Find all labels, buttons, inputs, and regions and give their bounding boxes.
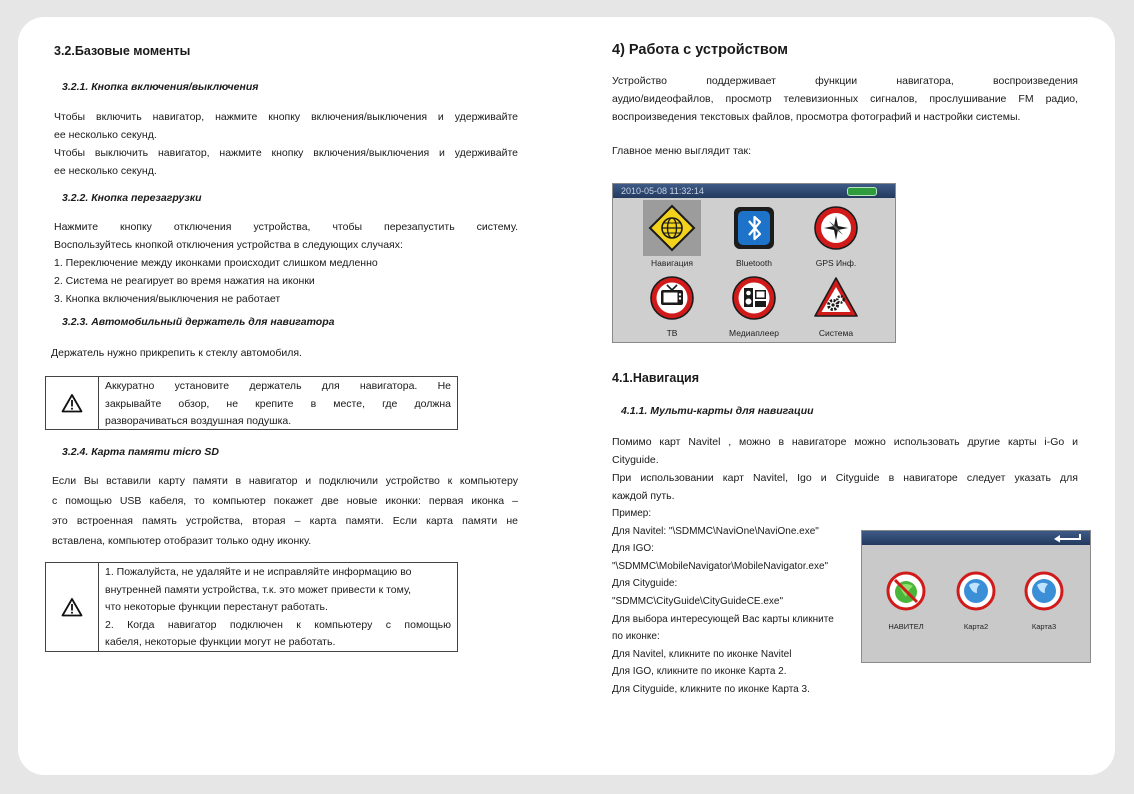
- text-line: Для IGO:: [612, 543, 654, 555]
- menu-item-system[interactable]: [795, 270, 877, 338]
- text-line: Чтобы включить навигатор, нажмите кнопку включения/выключения и удерживайте: [54, 111, 518, 123]
- text-line: Пример:: [612, 508, 652, 519]
- section-3-2-title: 3.2.Базовые моменты: [54, 44, 191, 58]
- text-line: Если Вы вставили карту памяти в навигатор и подключили устройство к компьютеру: [52, 475, 518, 487]
- section-3-2-4-title: 3.2.4. Карта памяти micro SD: [62, 446, 219, 458]
- battery-icon: [847, 187, 877, 196]
- karta2-globe-icon: [956, 571, 996, 611]
- back-arrow-icon[interactable]: [1050, 533, 1084, 543]
- gps-compass-icon: [812, 204, 860, 252]
- section-3-2-1-title: 3.2.1. Кнопка включения/выключения: [62, 81, 259, 93]
- menu-item-label: ТВ: [666, 328, 678, 338]
- menu-item-tv[interactable]: [631, 270, 713, 338]
- menu-item-navigation[interactable]: [631, 200, 713, 268]
- text-line: 3. Кнопка включения/выключения не работает: [54, 293, 281, 305]
- menu-item-label: Система: [818, 328, 854, 338]
- menu-item-label: Bluetooth: [736, 258, 772, 268]
- text-line: Для Cityguide, кликните по иконке Карта 3.: [612, 683, 810, 695]
- karta3-globe-icon: [1024, 571, 1064, 611]
- system-gears-icon: [812, 274, 860, 322]
- menu-intro-text: Главное меню выглядит так:: [612, 145, 751, 157]
- device-main-menu-screenshot: [612, 183, 896, 343]
- text-line: Нажмите кнопку отключения устройства, чтобы перезапустить систему.: [54, 221, 518, 233]
- text-line: 2. Система не реагирует во время нажатия на иконки: [54, 275, 315, 287]
- text-line: Cityguide.: [612, 454, 659, 466]
- section-3-2-2-title: 3.2.2. Кнопка перезагрузки: [62, 192, 202, 204]
- map-option-navitel[interactable]: [874, 571, 938, 631]
- text-line: Для Navitel: "\SDMMC\NaviOne\NaviOne.exe": [612, 525, 819, 537]
- warning-note-sd: [45, 562, 458, 652]
- text-line: Помимо карт Navitel , можно в навигаторе можно использовать другие карты i-Go и: [612, 436, 1078, 448]
- section-3-2-3-title: 3.2.3. Автомобильный держатель для навигатора: [62, 316, 335, 328]
- map-selector-title-bar: [862, 531, 1090, 545]
- text-line: воспроизведения текстовых файлов, просмотра фотографий и настройки системы.: [612, 111, 1021, 123]
- text-line: внутренней памяти устройства, т.к. это может привести к тому,: [105, 583, 412, 596]
- navigation-globe-icon: [648, 204, 696, 252]
- text-line: 1. Переключение между иконками происходит слишком медленно: [54, 257, 378, 269]
- section-3-2-2-text: [54, 218, 518, 308]
- menu-item-label: Навигация: [651, 258, 693, 268]
- section-4-1-1-text: [612, 433, 1078, 505]
- map-option-label: НАВИТЕЛ: [888, 622, 924, 631]
- text-line: с помощью USB кабеля, то компьютер покажет две новые иконки: первая иконка –: [52, 495, 518, 507]
- text-line: Чтобы выключить навигатор, нажмите кнопку включения/выключения и удерживайте: [54, 147, 518, 159]
- section-4-1-1-title: 4.1.1. Мульти-карты для навигации: [621, 405, 814, 417]
- text-line: "\SDMMC\MobileNavigator\MobileNavigator.exe": [612, 560, 829, 572]
- text-line: При использовании карт Navitel, Igo и Cityguide в навигаторе следует указать для: [612, 472, 1078, 484]
- section-3-2-3-text: Держатель нужно прикрепить к стеклу автомобиля.: [51, 347, 302, 359]
- section-3-2-1-text: [54, 108, 518, 180]
- section-4-text: [612, 72, 1078, 126]
- text-line: Аккуратно установите держатель для навигатора. Не: [105, 380, 451, 392]
- text-line: Воспользуйтесь кнопкой отключения устройства в следующих случаях:: [54, 239, 403, 251]
- text-line: Устройство поддерживает функции навигатора, воспроизведения: [612, 75, 1078, 87]
- text-line: это встроенная память устройства, вторая – карта памяти. Если карта памяти не: [52, 515, 518, 527]
- text-line: вставлена, компьютер отобразит только одну иконку.: [52, 535, 312, 547]
- warning-note-text: [99, 377, 457, 429]
- warning-icon: [61, 393, 83, 413]
- text-line: 2. Когда навигатор подключен к компьютеру с помощью: [105, 618, 451, 631]
- datetime-readout: 2010-05-08 11:32:14: [621, 186, 704, 196]
- menu-item-media-player[interactable]: [713, 270, 795, 338]
- warning-note-holder: [45, 376, 458, 430]
- section-4-title: 4) Работа с устройством: [612, 42, 788, 58]
- section-4-1-title: 4.1.Навигация: [612, 371, 700, 385]
- map-option-label: Карта2: [963, 622, 989, 631]
- menu-item-gps-info[interactable]: [795, 200, 877, 268]
- map-option-label: Карта3: [1031, 622, 1057, 631]
- media-player-icon: [730, 274, 778, 322]
- warning-note-text: [99, 563, 457, 651]
- map-selector-screenshot: [861, 530, 1091, 663]
- status-bar: [613, 184, 895, 198]
- menu-item-label: Медиаплеер: [729, 328, 779, 338]
- text-line: "SDMMC\CityGuide\CityGuideCE.exe": [612, 595, 784, 607]
- navitel-globe-icon: [886, 571, 926, 611]
- text-line: кабеля, некоторые функции могут не работать.: [105, 636, 336, 648]
- warning-icon: [61, 597, 83, 617]
- text-line: Для Cityguide:: [612, 578, 678, 590]
- section-3-2-4-text: [52, 471, 518, 551]
- text-line: разворачиваться воздушная подушка.: [105, 415, 292, 427]
- map-option-karta3[interactable]: [1012, 571, 1076, 631]
- bluetooth-icon: [731, 204, 777, 252]
- text-line: аудио/видеофайлов, просмотр телевизионных сигналов, прослушивание FM радио,: [612, 93, 1078, 105]
- text-line: Для IGO, кликните по иконке Карта 2.: [612, 666, 787, 678]
- text-line: ее несколько секунд.: [54, 165, 157, 177]
- text-line: 1. Пожалуйста, не удаляйте и не исправляйте информацию во: [105, 566, 412, 578]
- menu-item-bluetooth[interactable]: [713, 200, 795, 268]
- tv-icon: [648, 274, 696, 322]
- section-4-1-1-example: [612, 505, 858, 699]
- text-line: Для выбора интересующей Вас карты кликните: [612, 613, 834, 625]
- warning-icon-cell: [46, 563, 99, 651]
- text-line: закрывайте обзор, не крепите в месте, где должна: [105, 397, 451, 410]
- menu-item-label: GPS Инф.: [815, 258, 857, 268]
- text-line: Для Navitel, кликните по иконке Navitel: [612, 648, 792, 660]
- text-line: что некоторые функции перестанут работать.: [105, 601, 328, 613]
- text-line: каждой путь.: [612, 490, 675, 502]
- map-option-karta2[interactable]: [944, 571, 1008, 631]
- warning-icon-cell: [46, 377, 99, 429]
- text-line: по иконке:: [612, 631, 660, 643]
- text-line: ее несколько секунд.: [54, 129, 157, 141]
